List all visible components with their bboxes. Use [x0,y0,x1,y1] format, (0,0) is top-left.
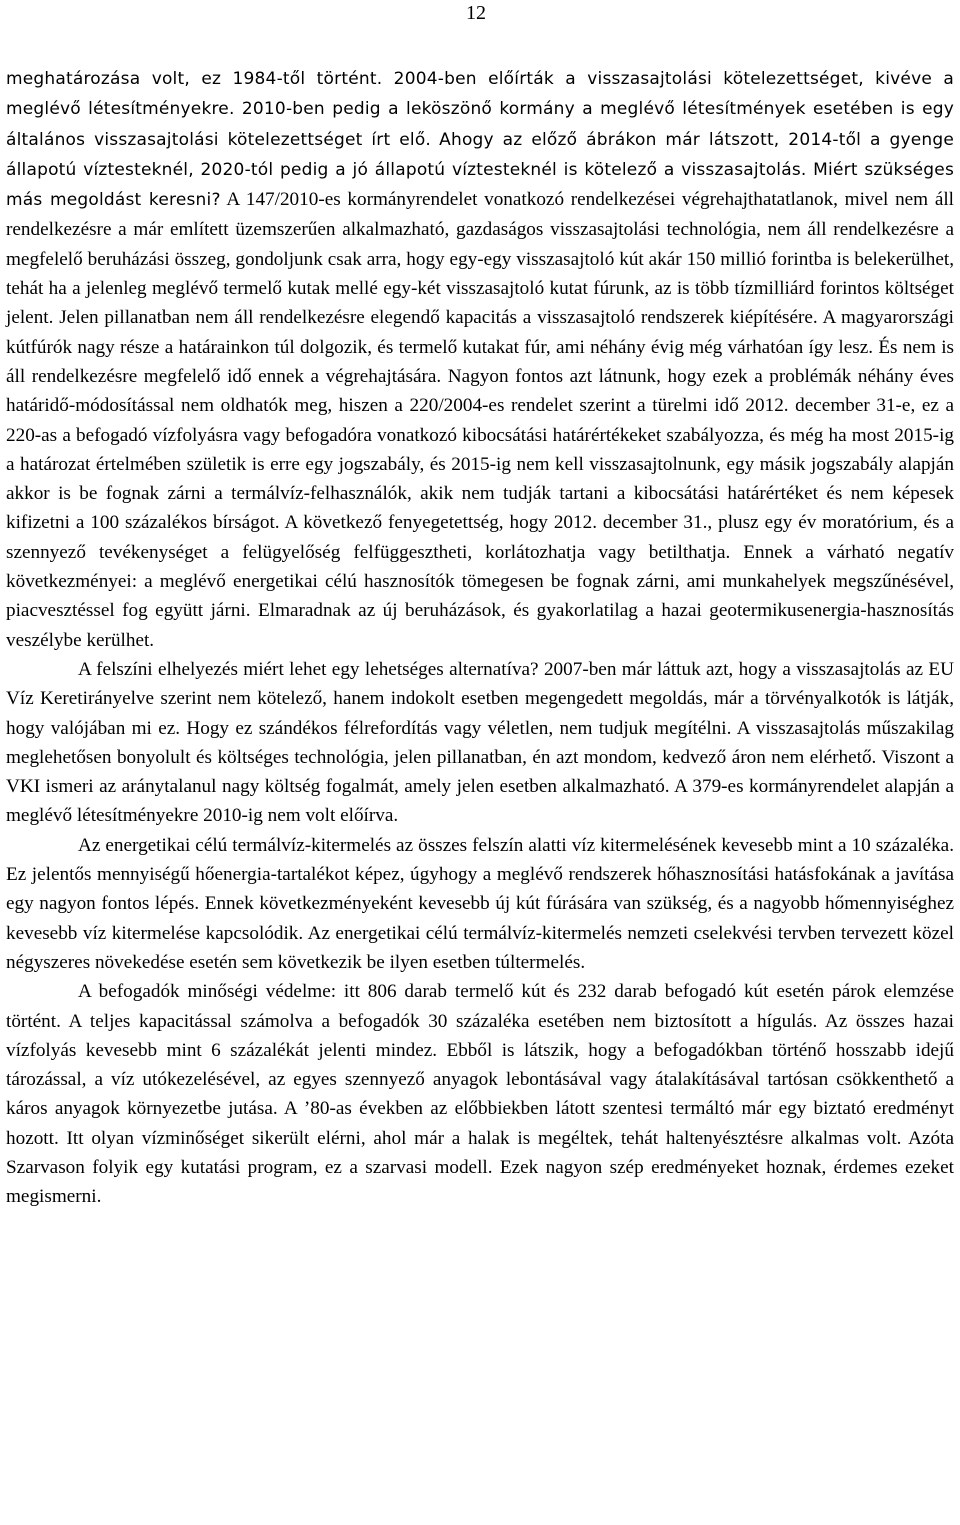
document-body [6,64,954,1212]
paragraph-3: Az energetikai célú termálvíz-kitermelés az összes felszín alatti víz kitermelésének kevesebb mint a 10 százaléka. Ez jelentős mennyiségű hőenergia-tartalékot képez, úgyhogy a meglévő rendszerek hőhasznosítási hatásfokának a javítása egy nagyon fontos lépés. Ennek következményeként kevesebb új kút fúrására van szükség, és a nagyobb hőmennyiséghez kevesebb víz kitermelése kapcsolódik. Az energetikai célú termálvíz-kitermelés nemzeti cselekvési tervben tervezett közel négyszeres növekedése esetén sem következik be ilyen esetben túltermelés. [6,834,954,973]
page-number: 12 [466,2,486,24]
paragraph-1 [6,64,954,655]
paragraph-4: A befogadók minőségi védelme: itt 806 darab termelő kút és 232 darab befogadó kút esetén párok elemzése történt. A teljes kapacitással számolva a befogadók 30 százaléka esetében nem biztosított a hígulás. Az összes hazai vízfolyás kevesebb mint 6 százalékát jelenti mindez. Ebből is látszik, hogy a befogadókban történő hosszabb idejű tározással, a víz utókezelésével, az egyes szennyező anyagok lebontásával vagy átalakításával tartósan csökkenthető a káros anyagok környezetbe jutása. A ’80-as években az előbbiekben látott szentesi termáltó már egy biztató eredményt hozott. Itt olyan vízminőséget sikerült elérni, ahol már a halak is megéltek, tehát haltenyésztésre alkalmas volt. Azóta Szarvason folyik egy kutatási program, ez a szarvasi modell. Ezek nagyon szép eredményeket hoznak, érdemes ezeket megismerni. [6,981,954,1208]
paragraph-2: A felszíni elhelyezés miért lehet egy lehetséges alternatíva? 2007-ben már láttuk azt, hogy a visszasajtolás az EU Víz Keretirányelve szerint nem kötelező, hanem indokolt esetben megengedett megoldás, már a törvényalkotók is látják, hogy valójában mi ez. Hogy ez szándékos félrefordítás vagy véletlen, nem tudjuk megítélni. A visszasajtolás műszakilag meglehetősen bonyolult és költséges technológia, jelen pillanatban, én azt mondom, kedvező áron nem elérhető. Viszont a VKI ismeri az aránytalanul nagy költség fogalmát, amely jelen esetben alkalmazható. A 379-es kormányrendelet alapján a meglévő létesítményekre 2010-ig nem volt előírva. [6,658,954,827]
paragraph-1-sans-question: Ahogy az előző ábrákon már látszott, 2014-től a gyenge állapotú víztesteknél, 2020-tól pedig a jó állapotú víztesteknél is kötelező a visszasajtolás. Miért szükséges más megoldást keresni? [6,129,955,211]
paragraph-1-rest: A 147/2010-es kormányrendelet vonatkozó rendelkezései végrehajthatatlanok, mivel nem áll rendelkezésre a már említett üzemszerűen alkalmazható, gazdaságos visszasajtolási technológia, nem áll rendelkezésre a megfelelő beruházási összeg, gondoljunk csak arra, hogy egy-egy visszasajtoló kút akár 150 millió forintba is belekerülhet, tehát ha a jelenleg meglévő termelő kutak mellé egy-két visszasajtoló kutat fúrunk, az is több tízmilliárd forintos költséget jelent. Jelen pillanatban nem áll rendelkezésre elegendő kapacitás a visszasajtoló rendszerek kiépítésére. A magyarországi kútfúrók nagy része a határainkon túl dolgozik, és termelő kutakat fúr, ami néhány évig még várhatóan így lesz. És nem is áll rendelkezésre megfelelő idő ennek a végrehajtására. Nagyon fontos azt látnunk, hogy ezek a problémák néhány éves határidő-módosítással nem oldhatók meg, hiszen a 220/2004-es rendelet szerint a türelmi idő 2012. december 31-e, ez a 220-as a befogadó vízfolyásra vagy befogadóra vonatkozó kibocsátási határértékeket szabályozza, és még ha most 2015-ig a határozat értelmében születik is erre egy jogszabály, és 2015-ig nem kell visszasajtolnunk, egy másik jogszabály alapján akkor is be fognak zárni a termálvíz-felhasználók, akik nem tudják tartani a kibocsátási határértéket és nem képesek kifizetni a 100 százalékos bírságot. A következő fenyegetettség, hogy 2012. december 31., plusz egy év moratórium, és a szennyező tevékenységet a felügyelőség felfüggesztheti, korlátozhatja vagy betilthatja. Ennek a várható negatív következményei: a meglévő energetikai célú hasznosítók tömegesen be fognak zárni, ami munkahelyek megszűnésével, piacvesztéssel fog együtt járni. Elmaradnak az új beruházások, és gyakorlatilag a hazai geotermikusenergia-hasznosítás veszélybe kerülhet. [6,189,954,651]
paragraph-1-sans-intro: meghatározása volt, ez 1984-től történt. 2004-ben előírták a visszasajtolási kötelezettséget, kivéve a meglévő létesítményekre. 2010-ben pedig a leköszönő kormány a meglévő létesítmények esetében is egy általános visszasajtolási kötelezettséget írt elő. [6,69,954,150]
